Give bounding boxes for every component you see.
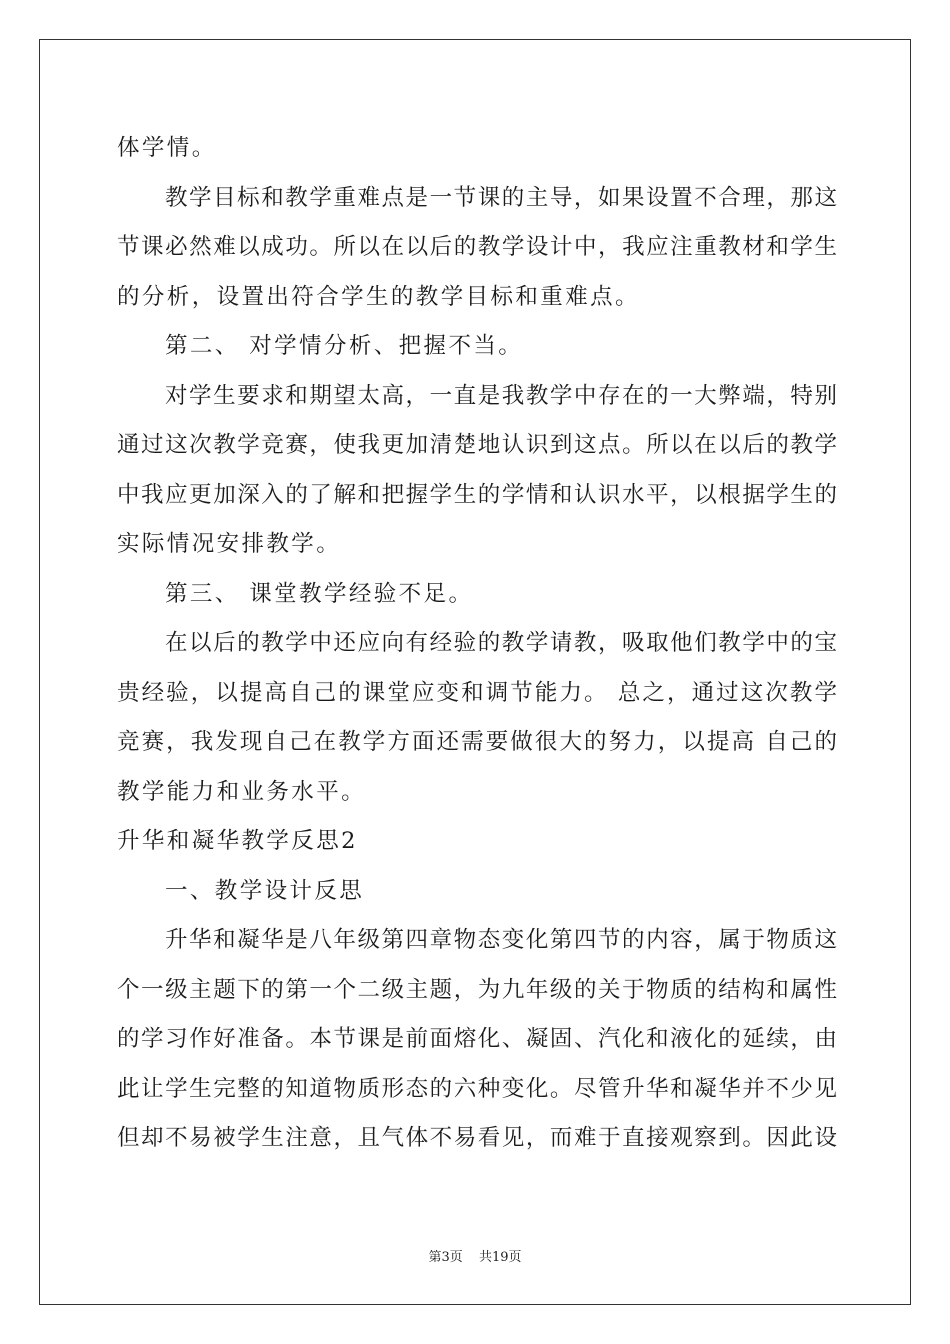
paragraph-line: 体学情。 (117, 135, 217, 161)
page-number: 第3页 (428, 1250, 463, 1265)
paragraph-line: 实际情况安排教学。 (117, 531, 342, 557)
paragraph-line: 节课必然难以成功。所以在以后的教学设计中，我应注重教材和学生 (117, 234, 837, 260)
paragraph-line: 竞赛，我发现自己在教学方面还需要做很大的努力，以提高 自己的 (117, 729, 837, 755)
paragraph-line: 对学生要求和期望太高，一直是我教学中存在的一大弊端，特别 (165, 382, 837, 409)
paragraph-line: 通过这次教学竞赛，使我更加清楚地认识到这点。所以在以后的教学 (117, 432, 837, 458)
document-body (117, 124, 837, 1164)
paragraph-line: 的学习作好准备。本节课是前面熔化、凝固、汽化和液化的延续，由 (117, 1026, 837, 1052)
page-footer (0, 1246, 950, 1265)
paragraph-line: 升华和凝华是八年级第四章物态变化第四节的内容，属于物质这 (165, 927, 837, 953)
paragraph-line: 此让学生完整的知道物质形态的六种变化。尽管升华和凝华并不少见 (117, 1075, 837, 1102)
paragraph-line: 教学目标和教学重难点是一节课的主导，如果设置不合理，那这 (165, 184, 837, 211)
article-title: 升华和凝华教学反思2 (117, 828, 358, 854)
section-heading: 一、教学设计反思 (165, 877, 365, 904)
paragraph-line: 的分析，设置出符合学生的教学目标和重难点。 (117, 283, 640, 310)
paragraph-line: 在以后的教学中还应向有经验的教学请教，吸取他们教学中的宝 (165, 630, 837, 656)
page-total: 共19页 (478, 1250, 522, 1265)
paragraph-line: 中我应更加深入的了解和把握学生的学情和认识水平，以根据学生的 (117, 481, 837, 508)
section-heading: 第二、 对学情分析、把握不当。 (165, 333, 524, 359)
paragraph-line: 但却不易被学生注意，且气体不易看见，而难于直接观察到。因此设 (117, 1125, 837, 1151)
paragraph-line: 教学能力和业务水平。 (117, 778, 367, 805)
paragraph-line: 个一级主题下的第一个二级主题，为九年级的关于物质的结构和属性 (117, 976, 837, 1003)
section-heading: 第三、 课堂教学经验不足。 (165, 580, 474, 607)
paragraph-line: 贵经验，以提高自己的课堂应变和调节能力。 总之，通过这次教学 (117, 679, 837, 706)
